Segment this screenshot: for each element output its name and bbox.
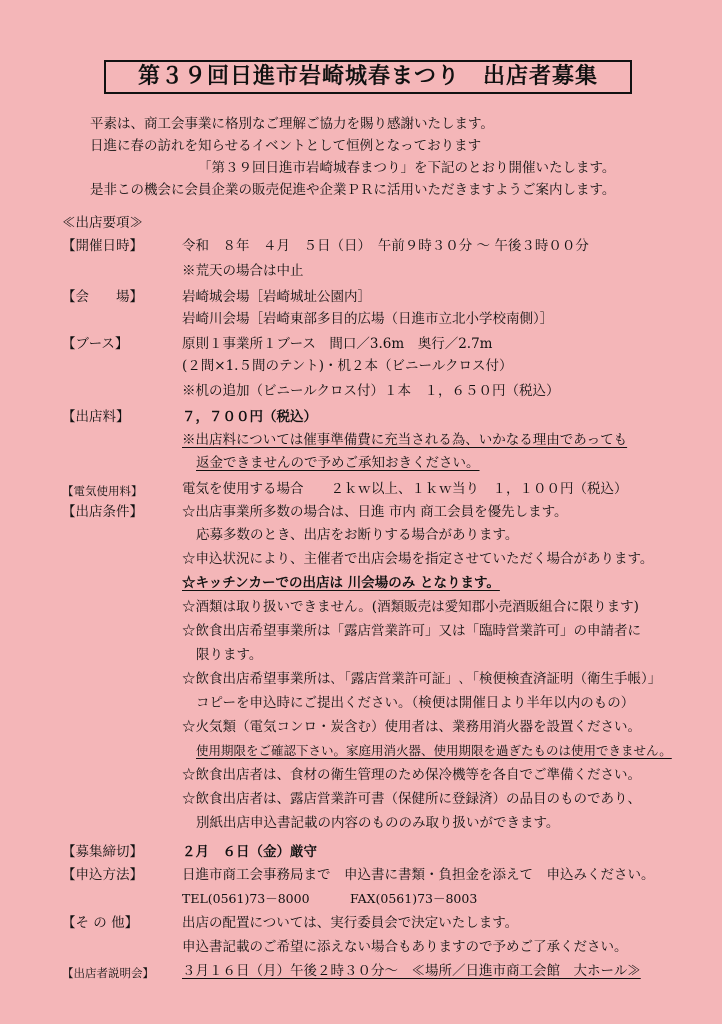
other-label: 【そ の 他】 <box>62 915 139 931</box>
condition-item: ☆申込状況により、主催者で出店会場を指定させていただく場合があります。 <box>182 551 654 567</box>
condition-item: 使用期限をご確認下さい。家庭用消火器、使用期限を過ぎたものは使用できません。 <box>196 743 672 758</box>
intro-line: 「第３９回日進市岩崎城春まつり」を下記のとおり開催いたします。 <box>198 160 616 176</box>
deadline-label: 【募集締切】 <box>62 844 143 860</box>
condition-item: 応募多数のとき、出店をお断りする場合があります。 <box>196 527 519 543</box>
venue-label: 【会 場】 <box>62 289 143 305</box>
booth-label: 【ブース】 <box>62 336 129 352</box>
date-value: 令和 ８年 ４月 ５日（日） 午前９時３０分 〜 午後３時００分 <box>182 238 589 254</box>
condition-item: ☆飲食出店者は、食材の衛生管理のため保冷機等を各自でご準備ください。 <box>182 767 641 783</box>
condition-item: コピーを申込時にご提出ください。（検便は開催日より半年以内のもの） <box>196 695 635 711</box>
date-label: 【開催日時】 <box>62 238 143 254</box>
booth-extra: ※机の追加（ビニールクロス付）１本 １，６５０円（税込） <box>182 383 560 399</box>
date-note: ※荒天の場合は中止 <box>182 263 304 279</box>
fee-value: ７，７００円（税込） <box>182 409 317 425</box>
fax-number: FAX(0561)73－8003 <box>350 891 478 906</box>
apply-label: 【申込方法】 <box>62 867 143 883</box>
apply-value: 日進市商工会事務局まで 申込書に書類・負担金を添えて 申込みください。 <box>182 867 655 883</box>
condition-item: ☆飲食出店者は、露店営業許可書（保健所に登録済）の品目のものであり、 <box>182 791 641 807</box>
condition-item: 別紙出店申込書記載の内容のもののみ取り扱いができます。 <box>196 815 560 831</box>
section-heading: ≪出店要項≫ <box>62 215 143 231</box>
conditions-label: 【出店条件】 <box>62 504 143 520</box>
intro-line: 日進に春の訪れを知らせるイベントとして恒例となっております <box>90 138 482 154</box>
condition-item: 限ります。 <box>196 647 263 663</box>
briefing-value: ３月１６日（月）午後２時３０分〜 ≪場所／日進市商工会館 大ホール≫ <box>182 963 641 979</box>
intro-line: 是非この機会に会員企業の販売促進や企業ＰＲに活用いただきますようご案内します。 <box>90 182 616 198</box>
venue-value: 岩崎川会場［岩崎東部多目的広場（日進市立北小学校南側）］ <box>182 311 554 327</box>
condition-item: ☆酒類は取り扱いできません。(酒類販売は愛知郡小売酒販組合に限ります) <box>182 599 639 615</box>
briefing-label: 【出店者説明会】 <box>62 966 154 980</box>
fee-label: 【出店料】 <box>62 409 130 425</box>
fee-note: ※出店料については催事準備費に充当される為、いかなる理由であっても <box>182 432 628 448</box>
fee-note: 返金できませんので予めご承知おきください。 <box>196 455 480 471</box>
other-value: 出店の配置については、実行委員会で決定いたします。 <box>182 915 519 931</box>
condition-item: ☆飲食出店希望事業所は「露店営業許可」又は「臨時営業許可」の申請者に <box>182 623 641 639</box>
deadline-value: ２月 ６日（金）厳守 <box>182 844 317 860</box>
condition-item: ☆火気類（電気コンロ・炭含む）使用者は、業務用消火器を設置ください。 <box>182 719 641 735</box>
condition-item: ☆キッチンカーでの出店は 川会場のみ となります。 <box>182 575 500 591</box>
booth-value: 原則１事業所１ブース 間口／3.6m 奥行／2.7m <box>182 336 493 352</box>
intro-line: 平素は、商工会事業に格別なご理解ご協力を賜り感謝いたします。 <box>90 116 494 132</box>
tel-number: TEL(0561)73－8000 <box>182 891 310 906</box>
page-title: 第３９回日進市岩崎城春まつり 出店者募集 <box>104 60 632 94</box>
condition-item: ☆出店事業所多数の場合は、日進 市内 商工会員を優先します。 <box>182 504 568 520</box>
electricity-value: 電気を使用する場合 ２ｋｗ以上、１ｋｗ当り １，１００円（税込） <box>182 481 628 497</box>
electricity-label: 【電気使用料】 <box>62 484 143 498</box>
condition-item: ☆飲食出店希望事業所は､「露店営業許可証」､「検便検査済証明（衛生手帳）」 <box>182 671 662 687</box>
venue-value: 岩崎城会場［岩崎城址公園内］ <box>182 289 371 305</box>
booth-value: (２間×1.５間のテント)・机２本（ビニールクロス付） <box>182 358 513 374</box>
other-value: 申込書記載のご希望に添えない場合もありますので予めご了承ください。 <box>182 939 628 955</box>
